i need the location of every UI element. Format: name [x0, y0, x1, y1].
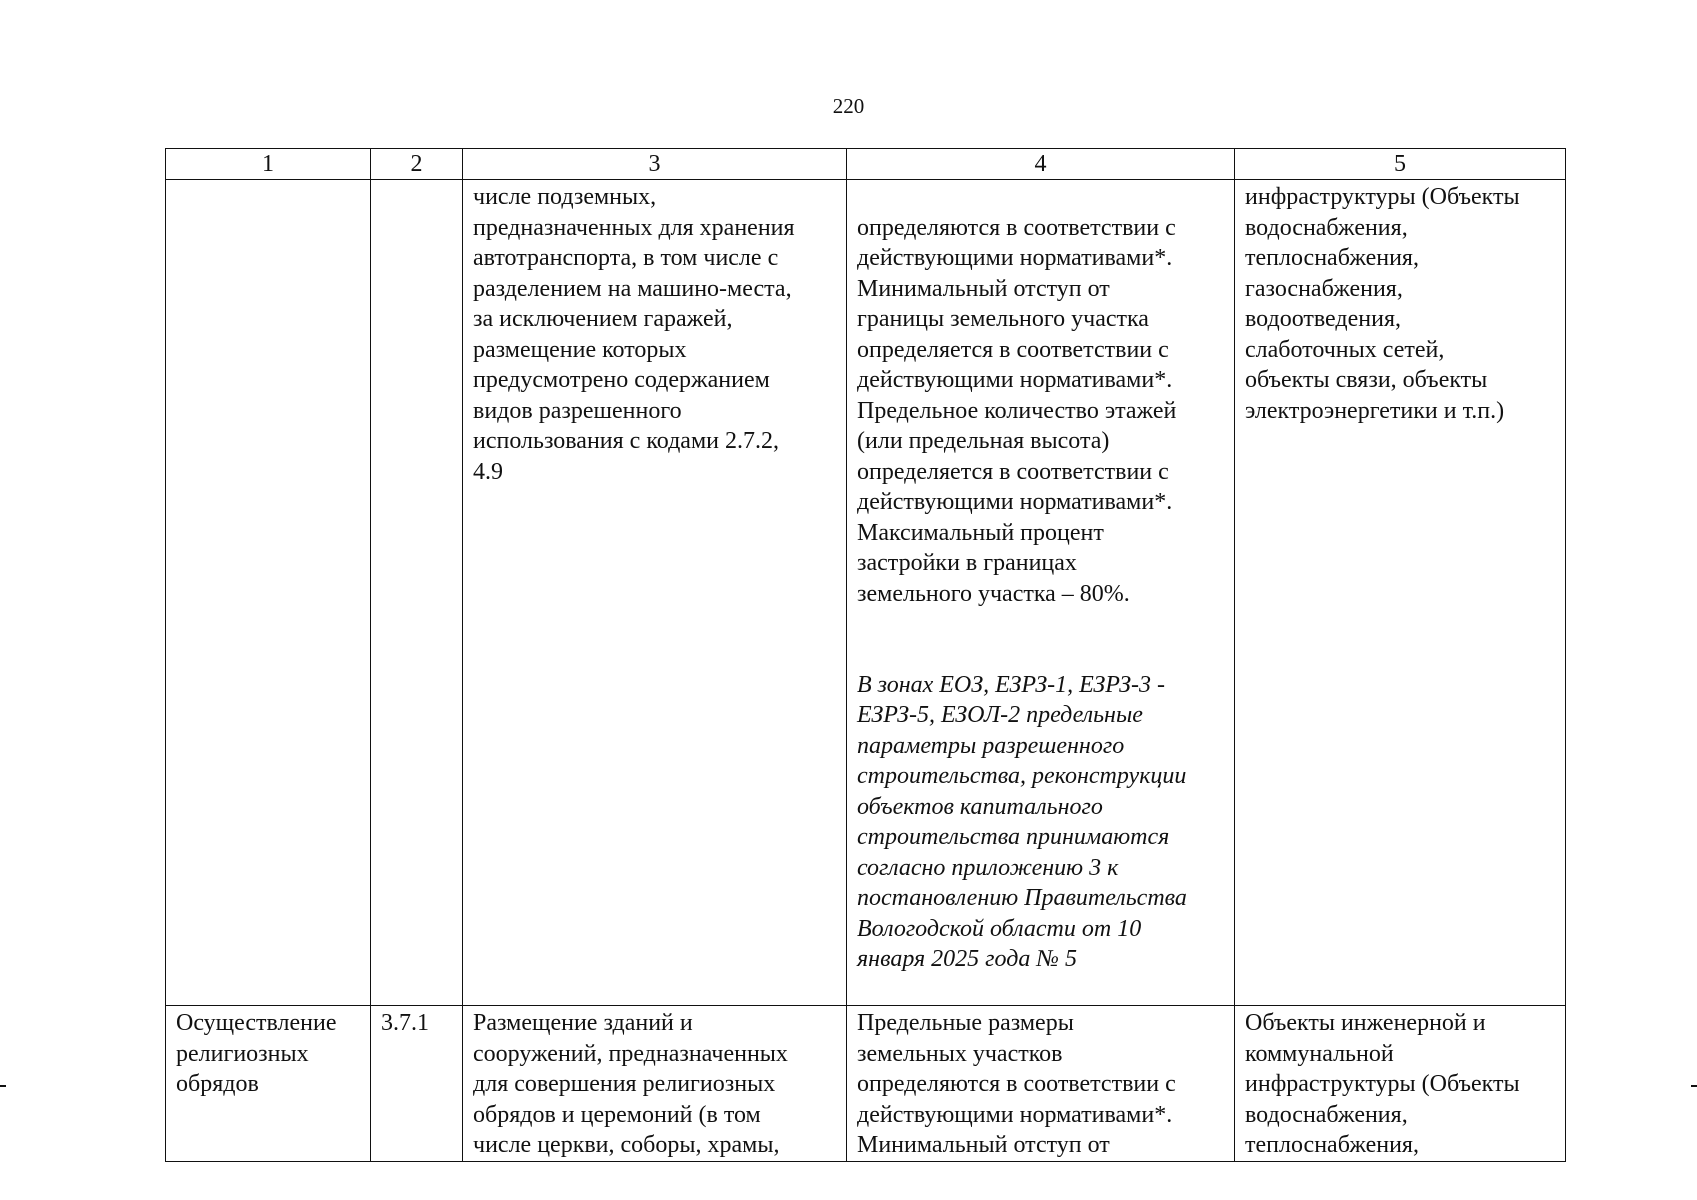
cell-use-code: 3.7.1 [371, 1006, 463, 1162]
cell-parameters: Предельные размеры земельных участков определяются в соответствии с действующими нормативами*. Минимальный отступ от [847, 1006, 1235, 1162]
cell-use-code [371, 180, 463, 1006]
zoning-table [165, 148, 1566, 1162]
page-number: 220 [832, 94, 865, 118]
cell-use-description: числе подземных, предназначенных для хранения автотранспорта, в том числе с разделением на машино-места, за исключением гаражей, размещение которых предусмотрено содержанием видов разрешенного использования с кодами 2.7.2, 4.9 [463, 180, 847, 1006]
scan-edge-mark-left [0, 1085, 6, 1087]
parameters-zone-note: В зонах ЕОЗ, ЕЗРЗ-1, ЕЗРЗ-3 - ЕЗРЗ-5, ЕЗОЛ-2 предельные параметры разрешенного строительства, реконструкции объектов капитального строительства принимаются согласно приложению 3 к постановлению Правительства Вологодской области от 10 января 2025 года № 5 [857, 671, 1187, 972]
cell-parameters [847, 180, 1235, 1006]
parameters-text: определяются в соответствии с действующими нормативами*. Минимальный отступ от границы земельного участка определяется в соответствии с действующими нормативами*. Предельное количество этажей (или предельная высота) определяется в соответствии с действующими нормативами*. Максимальный процент застройки в границах земельного участка – 80%. [857, 214, 1177, 607]
header-cell-4: 4 [847, 149, 1235, 180]
header-cell-3: 3 [463, 149, 847, 180]
cell-use-description: Размещение зданий и сооружений, предназначенных для совершения религиозных обрядов и церемоний (в том числе церкви, соборы, храмы, [463, 1006, 847, 1162]
header-row [166, 149, 1566, 180]
scan-edge-mark-right [1691, 1085, 1697, 1087]
cell-auxiliary-uses: инфраструктуры (Объекты водоснабжения, теплоснабжения, газоснабжения, водоотведения, слаботочных сетей, объекты связи, объекты электроэнергетики и т.п.) [1235, 180, 1566, 1006]
table-row [166, 180, 1566, 1006]
header-cell-1: 1 [166, 149, 371, 180]
header-cell-5: 5 [1235, 149, 1566, 180]
header-cell-2: 2 [371, 149, 463, 180]
cell-auxiliary-uses: Объекты инженерной и коммунальной инфраструктуры (Объекты водоснабжения, теплоснабжения, [1235, 1006, 1566, 1162]
cell-use-name [166, 180, 371, 1006]
cell-use-name: Осуществление религиозных обрядов [166, 1006, 371, 1162]
table-row [166, 1006, 1566, 1162]
